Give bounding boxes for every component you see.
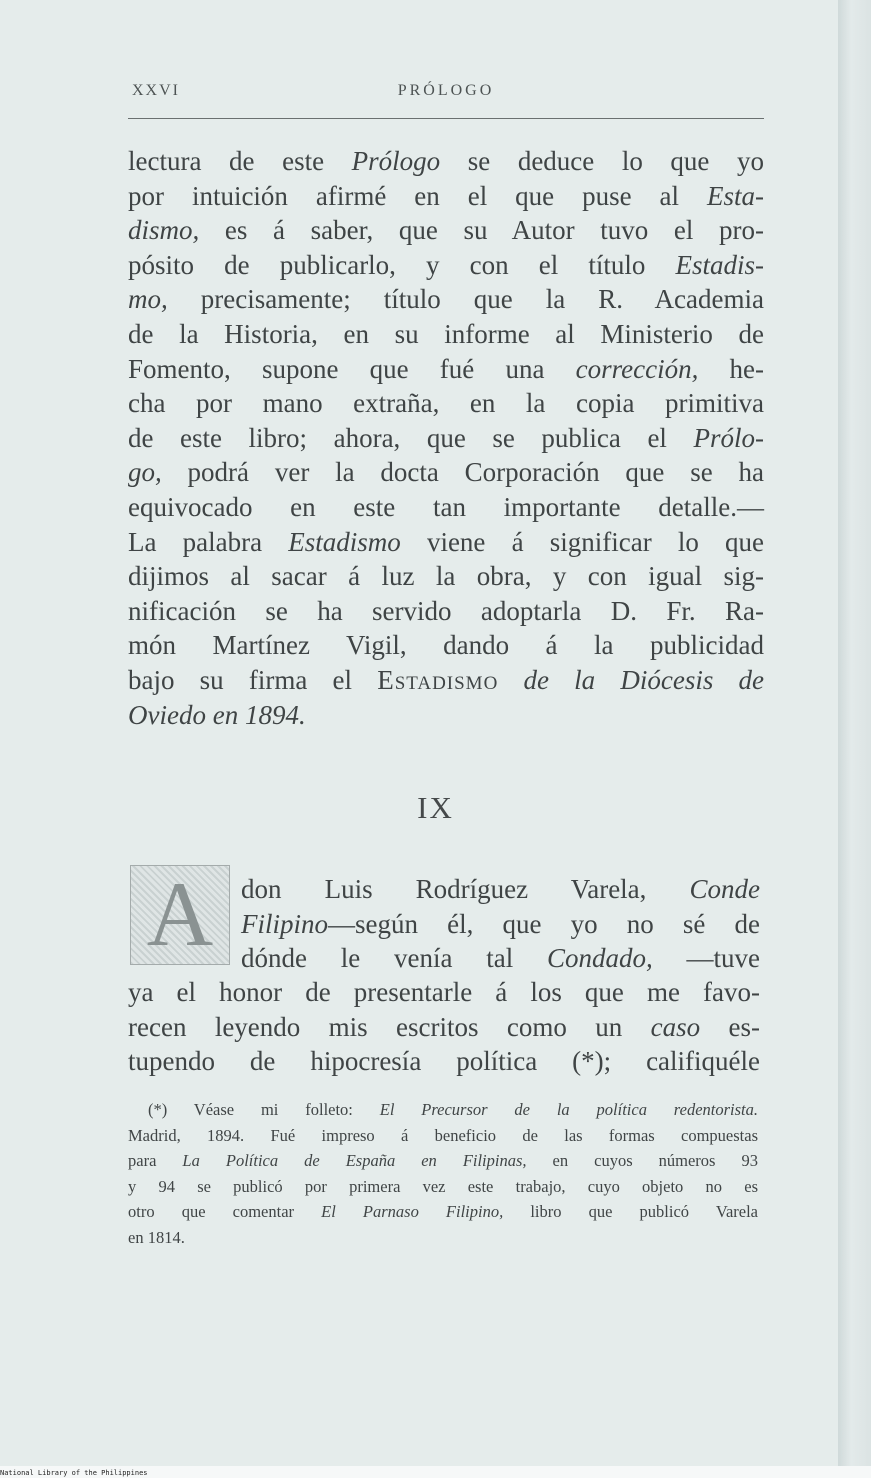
text-run: nificación se ha servido adoptarla D. Fr. Ra- (128, 595, 764, 626)
text-run: don Luis Rodríguez Varela, (241, 874, 690, 904)
text-line (128, 1010, 760, 1045)
text-run: en 1814. (128, 1227, 185, 1247)
text-line (128, 975, 760, 1010)
text-run: —según él, que yo no sé de (328, 908, 760, 939)
text-line (128, 594, 764, 629)
text-line (128, 455, 764, 490)
text-run: dismo, (128, 215, 200, 246)
text-run: bajo su firma el (128, 664, 378, 695)
text-run: ya el honor de presentarle á los que me favo- (128, 977, 760, 1007)
text-run: caso (650, 1011, 701, 1042)
text-line (241, 907, 760, 942)
text-run: Filipino (241, 908, 328, 939)
text-run: se deduce lo que yo (440, 146, 765, 176)
text-run: La Política de España en Filipinas, (182, 1151, 527, 1171)
text-line (128, 213, 764, 248)
text-line (241, 941, 760, 976)
running-head: PRÓLOGO (397, 82, 495, 99)
text-run: equivocado en este tan importante detalle.— (128, 491, 764, 522)
text-run: otro que comentar (128, 1202, 322, 1222)
text-line (128, 179, 764, 214)
text-run: La palabra (128, 526, 289, 557)
text-run: para (128, 1151, 183, 1171)
text-run: viene á significar lo que (400, 526, 765, 557)
text-line (128, 525, 764, 560)
text-line (128, 559, 764, 594)
text-run: Oviedo en 1894. (128, 699, 306, 730)
page-edge (838, 0, 871, 1466)
text-line (128, 698, 764, 733)
text-line (128, 490, 764, 525)
text-run: y 94 se publicó por primera vez este trabajo, cuyo objeto no es (128, 1176, 758, 1196)
text-run: Estadis- (675, 249, 764, 280)
text-line (128, 248, 764, 283)
text-run: Conde (689, 874, 760, 904)
text-run: libro que publicó Varela (503, 1202, 758, 1222)
text-line (241, 872, 760, 907)
text-line (128, 282, 764, 317)
library-credit: National Library of the Philippines (0, 1469, 148, 1477)
text-run: Madrid, 1894. Fué impreso á beneficio de las formas compuestas (128, 1125, 758, 1145)
text-run: pósito de publicarlo, y con el título (128, 249, 676, 280)
text-run: lectura de este (128, 146, 352, 176)
text-run: El Parnaso Filipino, (321, 1202, 504, 1222)
text-run: por intuición afirmé en el que puse al (128, 180, 707, 211)
text-run: recen leyendo mis escritos como un (128, 1011, 651, 1042)
text-run: dijimos al sacar á luz la obra, y con igual sig- (128, 561, 764, 592)
text-line (128, 317, 764, 352)
text-run: El Precursor de la política redentorista. (379, 1100, 758, 1119)
text-run: Fomento, supone que fué una (128, 353, 576, 384)
text-run: de la Diócesis de (523, 664, 765, 695)
text-run: (*) Véase mi folleto: (148, 1100, 380, 1119)
page-header (128, 80, 764, 110)
text-line (128, 386, 764, 421)
text-line (128, 1174, 758, 1200)
text-run: dónde le venía tal (241, 943, 547, 974)
text-run: de la Historia, en su informe al Ministerio de (128, 318, 764, 349)
text-line (128, 1044, 760, 1079)
text-run: go, (128, 457, 162, 488)
text-run: de este libro; ahora, que se publica el (128, 422, 694, 453)
text-line (128, 663, 764, 698)
paragraph-1 (128, 144, 764, 732)
text-line (128, 1097, 758, 1123)
text-run: Estadismo (377, 664, 499, 695)
section-heading: IX (417, 790, 454, 825)
text-line (128, 1123, 758, 1149)
text-run: tupendo de hipocresía política (*); califiquéle (128, 1046, 760, 1077)
text-line (128, 352, 764, 387)
text-run: món Martínez Vigil, dando á la publicidad (128, 630, 764, 661)
text-run: Estadismo (288, 526, 401, 557)
paragraph-2-continued (128, 975, 760, 1079)
drop-cap (130, 865, 230, 965)
text-run: Condado, (546, 943, 653, 974)
text-run: he- (698, 353, 764, 384)
text-line (128, 1225, 758, 1251)
text-run: Prólo- (693, 422, 764, 453)
text-run: en cuyos números 93 (526, 1151, 758, 1171)
text-run: precisamente; título que la R. Academia (167, 284, 764, 315)
text-run: podrá ver la docta Corporación que se ha (161, 457, 764, 488)
paragraph-2-indented (241, 872, 760, 976)
text-run: es- (700, 1011, 760, 1042)
text-line (128, 144, 764, 179)
text-line (128, 421, 764, 456)
page-number: XXVI (132, 82, 180, 99)
text-line (128, 1199, 758, 1225)
text-line (128, 628, 764, 663)
text-run: mo, (128, 284, 168, 315)
footnote (128, 1097, 758, 1251)
header-rule (128, 118, 764, 119)
text-line (128, 1148, 758, 1174)
text-run: cha por mano extraña, en la copia primitiva (128, 388, 764, 419)
text-run: Prólogo (351, 146, 441, 176)
drop-cap-letter: A (146, 863, 214, 965)
text-run (498, 665, 523, 695)
text-run: Esta- (707, 180, 764, 211)
text-run: corrección, (575, 353, 699, 384)
text-run: —tuve (652, 943, 760, 974)
text-run: es á saber, que su Autor tuvo el pro- (199, 215, 764, 246)
